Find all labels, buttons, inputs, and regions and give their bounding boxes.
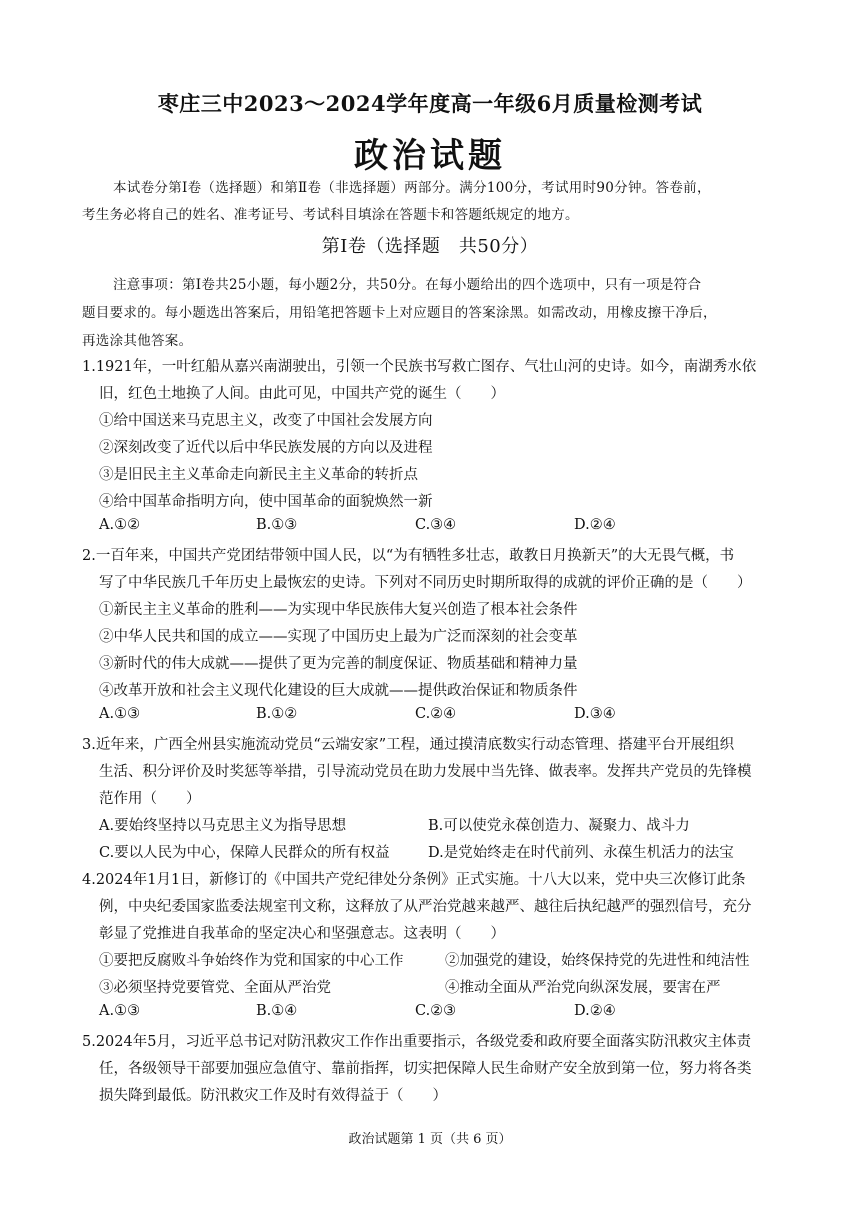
notes-line-2: 题目要求的。每小题选出答案后，用铅笔把答题卡上对应题目的答案涂黑。如需改动，用橡皮擦干净后， — [82, 305, 717, 321]
q1-option-b: B.①③ — [256, 517, 298, 533]
q4-option-b: B.①④ — [256, 1003, 298, 1019]
q5-stem-3: 损失降到最低。防汛救灾工作及时有效得益于（ ） — [99, 1088, 447, 1104]
q4-item-1: ①要把反腐败斗争始终作为党和国家的中心工作 — [99, 953, 404, 969]
q1-option-c: C.③④ — [415, 517, 457, 533]
q4-item-3: ③必须坚持党要管党、全面从严治党 — [99, 980, 331, 996]
q3-option-c: C.要以人民为中心，保障人民群众的所有权益 — [99, 845, 390, 861]
q1-item-2: ②深刻改变了近代以后中华民族发展的方向以及进程 — [99, 440, 433, 456]
q4-option-a: A.①③ — [99, 1003, 141, 1019]
q4-option-c: C.②③ — [415, 1003, 457, 1019]
q2-stem-1: 2.一百年来，中国共产党团结带领中国人民，以“为有牺牲多壮志，敢教日月换新天”的大无畏气概，书 — [82, 548, 735, 564]
q4-stem-3: 彰显了党推进自我革命的坚定决心和坚强意志。这表明（ ） — [99, 926, 505, 942]
q3-option-d: D.是党始终走在时代前列、永葆生机活力的法宝 — [428, 845, 734, 861]
q1-stem-1: 1.1921年，一叶红船从嘉兴南湖驶出，引领一个民族书写救亡图存、气壮山河的史诗。如今，南湖秀水依 — [82, 359, 757, 375]
q1-item-3: ③是旧民主主义革命走向新民主主义革命的转折点 — [99, 467, 418, 483]
q2-option-d: D.③④ — [574, 706, 616, 722]
q2-stem-2: 写了中华民族几千年历史上最恢宏的史诗。下列对不同历史时期所取得的成就的评价正确的是（ ） — [99, 575, 752, 591]
q5-stem-1: 5.2024年5月，习近平总书记对防汛救灾工作作出重要指示，各级党委和政府要全面落实防汛救灾主体责 — [82, 1034, 751, 1050]
q2-item-1: ①新民主主义革命的胜利——为实现中华民族伟大复兴创造了根本社会条件 — [99, 602, 578, 618]
q3-stem-3: 范作用（ ） — [99, 791, 201, 807]
q1-item-4: ④给中国革命指明方向，使中国革命的面貌焕然一新 — [99, 494, 433, 510]
q4-item-2: ②加强党的建设，始终保持党的先进性和纯洁性 — [445, 953, 750, 969]
intro-line-2: 考生务必将自己的姓名、准考证号、考试科目填涂在答题卡和答题纸规定的地方。 — [82, 207, 579, 223]
subject-title: 政治试题 — [354, 136, 506, 176]
exam-title: 枣庄三中2023～2024学年度高一年级6月质量检测考试 — [157, 91, 703, 116]
q2-item-4: ④改革开放和社会主义现代化建设的巨大成就——提供政治保证和物质条件 — [99, 683, 578, 699]
q4-stem-2: 例，中央纪委国家监委法规室刊文称，这释放了从严治党越来越严、越往后执纪越严的强烈信号，充分 — [99, 899, 752, 915]
q2-option-a: A.①③ — [99, 706, 141, 722]
q3-stem-2: 生活、积分评价及时奖惩等举措，引导流动党员在助力发展中当先锋、做表率。发挥共产党员的先锋模 — [99, 764, 752, 780]
q3-option-b: B.可以使党永葆创造力、凝聚力、战斗力 — [428, 818, 690, 834]
q1-stem-2: 旧，红色土地换了人间。由此可见，中国共产党的诞生（ ） — [99, 386, 505, 402]
notes-line-1: 注意事项：第Ⅰ卷共25小题，每小题2分，共50分。在每小题给出的四个选项中，只有一项是符合 — [113, 277, 702, 293]
q5-stem-2: 任，各级领导干部要加强应急值守、靠前指挥，切实把保障人民生命财产安全放到第一位，努力将各类 — [99, 1061, 752, 1077]
intro-line-1: 本试卷分第Ⅰ卷（选择题）和第Ⅱ卷（非选择题）两部分。满分100分，考试用时90分钟。答卷前， — [113, 180, 711, 196]
q1-option-d: D.②④ — [574, 517, 616, 533]
page-footer: 政治试题第 1 页（共 6 页） — [348, 1132, 512, 1147]
q3-option-a: A.要始终坚持以马克思主义为指导思想 — [99, 818, 347, 834]
q2-item-2: ②中华人民共和国的成立——实现了中国历史上最为广泛而深刻的社会变革 — [99, 629, 578, 645]
section-heading: 第Ⅰ卷（选择题 共50分） — [321, 236, 539, 257]
q2-option-c: C.②④ — [415, 706, 457, 722]
q2-item-3: ③新时代的伟大成就——提供了更为完善的制度保证、物质基础和精神力量 — [99, 656, 578, 672]
q4-stem-1: 4.2024年1月1日，新修订的《中国共产党纪律处分条例》正式实施。十八大以来，党中央三次修订此条 — [82, 872, 746, 888]
q2-option-b: B.①② — [256, 706, 298, 722]
q3-stem-1: 3.近年来，广西全州县实施流动党员“云端安家”工程，通过摸清底数实行动态管理、搭建平台开展组织 — [82, 737, 735, 753]
q1-item-1: ①给中国送来马克思主义，改变了中国社会发展方向 — [99, 413, 433, 429]
q4-option-d: D.②④ — [574, 1003, 616, 1019]
notes-line-3: 再选涂其他答案。 — [82, 333, 193, 349]
q1-option-a: A.①② — [99, 517, 141, 533]
q4-item-4: ④推动全面从严治党向纵深发展，要害在严 — [445, 980, 721, 996]
